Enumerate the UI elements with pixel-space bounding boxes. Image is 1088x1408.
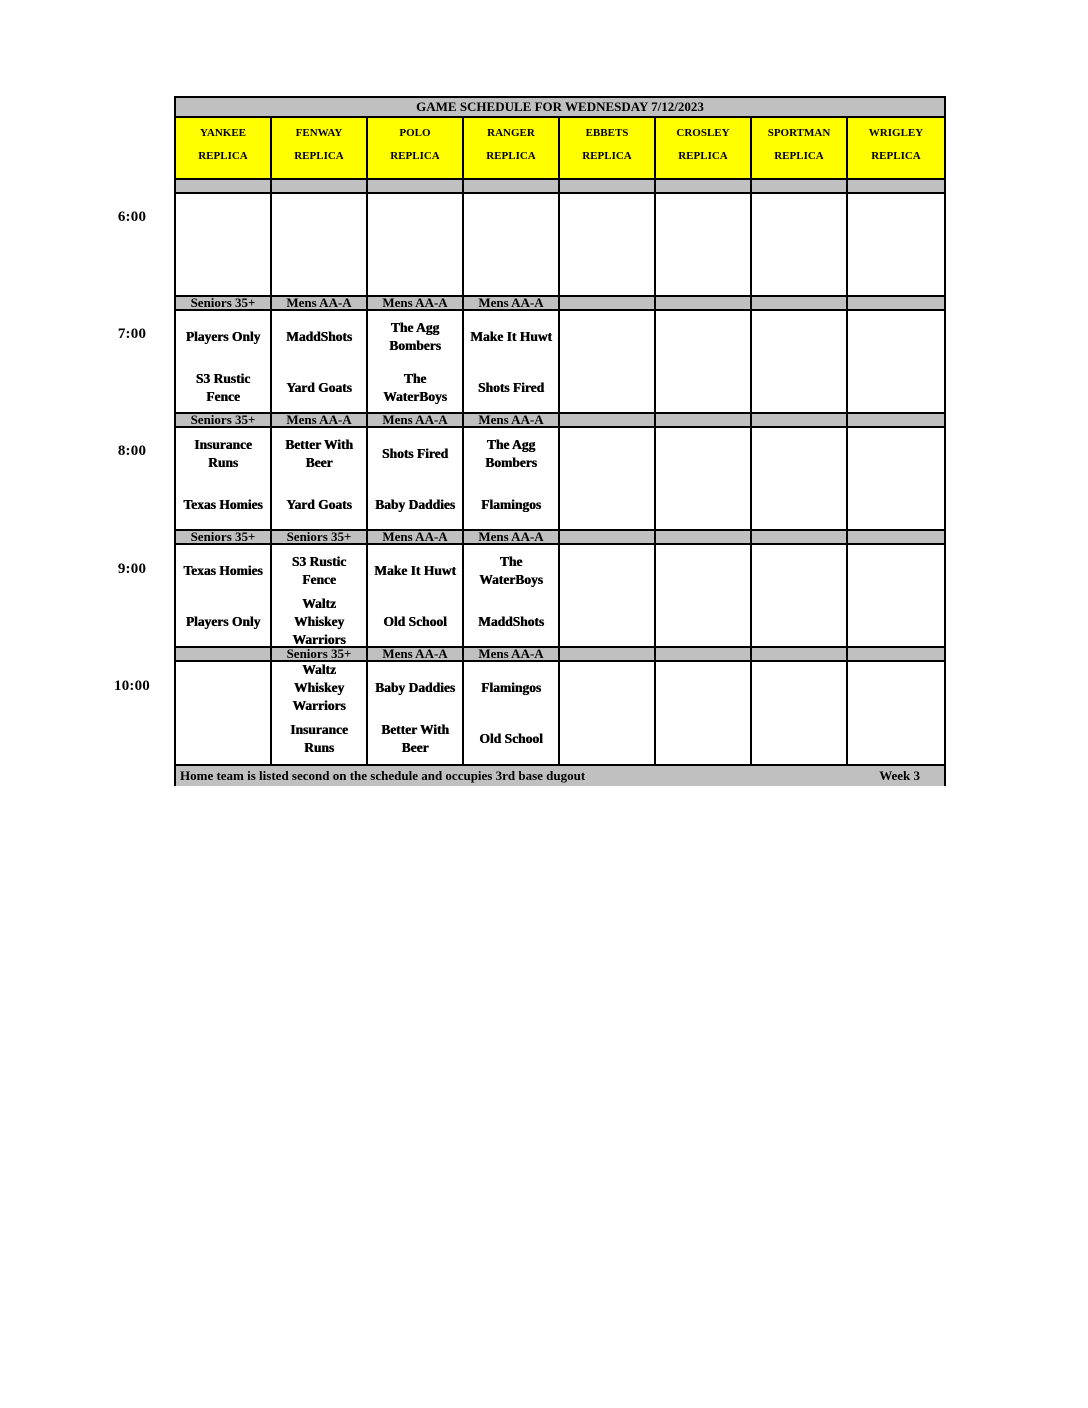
game-cell: [368, 662, 464, 764]
away-team: Make It Huwt: [470, 329, 552, 344]
field-subtitle: REPLICA: [774, 150, 824, 162]
footer: [176, 766, 944, 786]
division-band: [176, 646, 944, 662]
game-cell: [464, 311, 560, 414]
field-subtitle: REPLICA: [486, 150, 536, 162]
division-label: Mens AA-A: [464, 414, 560, 426]
game-cell: [848, 545, 944, 648]
field-header: [848, 118, 944, 178]
away-team: Texas Homies: [183, 563, 263, 578]
field-header: [272, 118, 368, 178]
field-subtitle: REPLICA: [294, 150, 344, 162]
game-cell: [464, 428, 560, 531]
away-team: MaddShots: [285, 329, 353, 344]
division-label: [656, 414, 752, 426]
division-label: Mens AA-A: [368, 531, 464, 543]
division-band: [176, 412, 944, 428]
game-cell: [368, 194, 464, 297]
division-label: [656, 180, 752, 192]
game-slot-row: [176, 545, 944, 648]
game-slot-row: [176, 194, 944, 297]
field-name: SPORTMAN: [767, 127, 831, 139]
game-cell: [560, 194, 656, 297]
division-label: [848, 648, 944, 660]
division-label: Mens AA-A: [464, 297, 560, 309]
division-label: [176, 180, 272, 192]
home-team: Old School: [479, 731, 543, 746]
field-subtitle: REPLICA: [871, 150, 921, 162]
game-cell: [368, 428, 464, 531]
field-subtitle: REPLICA: [198, 150, 248, 162]
game-cell: [656, 662, 752, 764]
division-label: [848, 180, 944, 192]
game-cell: [560, 428, 656, 531]
division-band: [176, 295, 944, 311]
division-label: Mens AA-A: [368, 297, 464, 309]
division-band: [176, 529, 944, 545]
game-cell: [752, 311, 848, 414]
time-label: 10:00: [114, 678, 150, 694]
division-label: Mens AA-A: [368, 648, 464, 660]
division-label: [560, 648, 656, 660]
home-team: MaddShots: [477, 614, 545, 629]
division-label: [752, 297, 848, 309]
game-cell: [368, 311, 464, 414]
division-label: Seniors 35+: [272, 531, 368, 543]
field-name: CROSLEY: [676, 127, 730, 139]
away-team: Make It Huwt: [374, 563, 456, 578]
footer-note: Home team is listed second on the schedule and occupies 3rd base dugout: [180, 768, 586, 783]
game-cell: [176, 662, 272, 764]
game-slot-row: [176, 428, 944, 531]
home-team: Yard Goats: [286, 380, 352, 395]
away-team: S3 Rustic Fence: [291, 554, 347, 587]
away-team: The Agg Bombers: [389, 320, 441, 353]
division-label: [560, 297, 656, 309]
game-cell: [272, 545, 368, 648]
field-header: [560, 118, 656, 178]
division-label: Mens AA-A: [464, 648, 560, 660]
week-label: Week 3: [879, 768, 920, 783]
home-team: Flamingos: [480, 497, 541, 512]
division-label: Seniors 35+: [176, 531, 272, 543]
away-team: Waltz Whiskey Warriors: [292, 662, 346, 713]
game-cell: [656, 194, 752, 297]
division-label: [656, 531, 752, 543]
game-cell: [848, 428, 944, 531]
game-cell: [176, 545, 272, 648]
field-header: [752, 118, 848, 178]
time-label: 8:00: [117, 443, 147, 459]
game-cell: [464, 662, 560, 764]
division-label: [752, 531, 848, 543]
game-cell: [848, 194, 944, 297]
division-label: Mens AA-A: [272, 297, 368, 309]
division-label: [656, 648, 752, 660]
game-cell: [848, 662, 944, 764]
game-cell: [560, 311, 656, 414]
schedule-title: GAME SCHEDULE FOR WEDNESDAY 7/12/2023: [176, 98, 944, 118]
division-label: [560, 531, 656, 543]
game-cell: [464, 545, 560, 648]
game-cell: [272, 311, 368, 414]
division-label: [368, 180, 464, 192]
game-cell: [560, 545, 656, 648]
away-team: Better With Beer: [285, 437, 353, 470]
division-label: [560, 180, 656, 192]
division-label: [656, 297, 752, 309]
away-team: Baby Daddies: [375, 680, 455, 695]
field-header: [176, 118, 272, 178]
game-slot-row: [176, 662, 944, 764]
game-cell: [656, 428, 752, 531]
field-subtitle: REPLICA: [390, 150, 440, 162]
home-team: Better With Beer: [381, 722, 449, 755]
home-team: Old School: [383, 614, 447, 629]
home-team: Texas Homies: [183, 497, 263, 512]
game-cell: [752, 545, 848, 648]
away-team: Players Only: [185, 329, 261, 344]
game-cell: [176, 194, 272, 297]
game-slot-row: [176, 311, 944, 414]
division-label: Seniors 35+: [272, 648, 368, 660]
division-label: Mens AA-A: [464, 531, 560, 543]
game-cell: [752, 662, 848, 764]
field-header-row: [176, 118, 944, 178]
field-name: YANKEE: [199, 127, 247, 139]
division-label: Mens AA-A: [272, 414, 368, 426]
game-cell: [272, 428, 368, 531]
home-team: Waltz Whiskey Warriors: [292, 596, 346, 647]
field-name: EBBETS: [585, 127, 629, 139]
home-team: Yard Goats: [286, 497, 352, 512]
game-cell: [752, 194, 848, 297]
field-subtitle: REPLICA: [678, 150, 728, 162]
time-label: 6:00: [117, 209, 147, 225]
home-team: Players Only: [185, 614, 261, 629]
home-team: Baby Daddies: [375, 497, 455, 512]
division-label: [752, 648, 848, 660]
away-team: The WaterBoys: [479, 554, 543, 587]
field-name: FENWAY: [295, 127, 343, 139]
time-label: 9:00: [117, 561, 147, 577]
division-label: [752, 180, 848, 192]
away-team: The Agg Bombers: [485, 437, 537, 470]
game-cell: [848, 311, 944, 414]
home-team: The WaterBoys: [383, 371, 447, 404]
game-cell: [656, 545, 752, 648]
division-label: [176, 648, 272, 660]
footer-divider: [176, 764, 944, 766]
game-cell: [176, 311, 272, 414]
game-cell: [176, 428, 272, 531]
home-team: Insurance Runs: [290, 722, 348, 755]
division-band: [176, 178, 944, 194]
field-subtitle: REPLICA: [582, 150, 632, 162]
division-label: Seniors 35+: [176, 414, 272, 426]
division-label: [560, 414, 656, 426]
game-cell: [272, 662, 368, 764]
division-label: Seniors 35+: [176, 297, 272, 309]
home-team: Shots Fired: [477, 380, 545, 395]
field-name: RANGER: [487, 127, 535, 139]
field-header: [368, 118, 464, 178]
away-team: Insurance Runs: [194, 437, 252, 470]
division-label: [848, 531, 944, 543]
time-label: 7:00: [117, 326, 147, 342]
game-cell: [464, 194, 560, 297]
game-cell: [656, 311, 752, 414]
division-label: [848, 414, 944, 426]
away-team: Flamingos: [480, 680, 541, 695]
game-cell: [752, 428, 848, 531]
schedule-grid: [174, 96, 946, 786]
division-label: [464, 180, 560, 192]
field-header: [656, 118, 752, 178]
division-label: [752, 414, 848, 426]
division-label: Mens AA-A: [368, 414, 464, 426]
game-cell: [560, 662, 656, 764]
game-cell: [272, 194, 368, 297]
field-name: POLO: [399, 127, 431, 139]
division-label: [272, 180, 368, 192]
home-team: S3 Rustic Fence: [195, 371, 251, 404]
field-name: WRIGLEY: [868, 127, 924, 139]
away-team: Shots Fired: [381, 446, 449, 461]
field-header: [464, 118, 560, 178]
game-cell: [368, 545, 464, 648]
division-label: [848, 297, 944, 309]
